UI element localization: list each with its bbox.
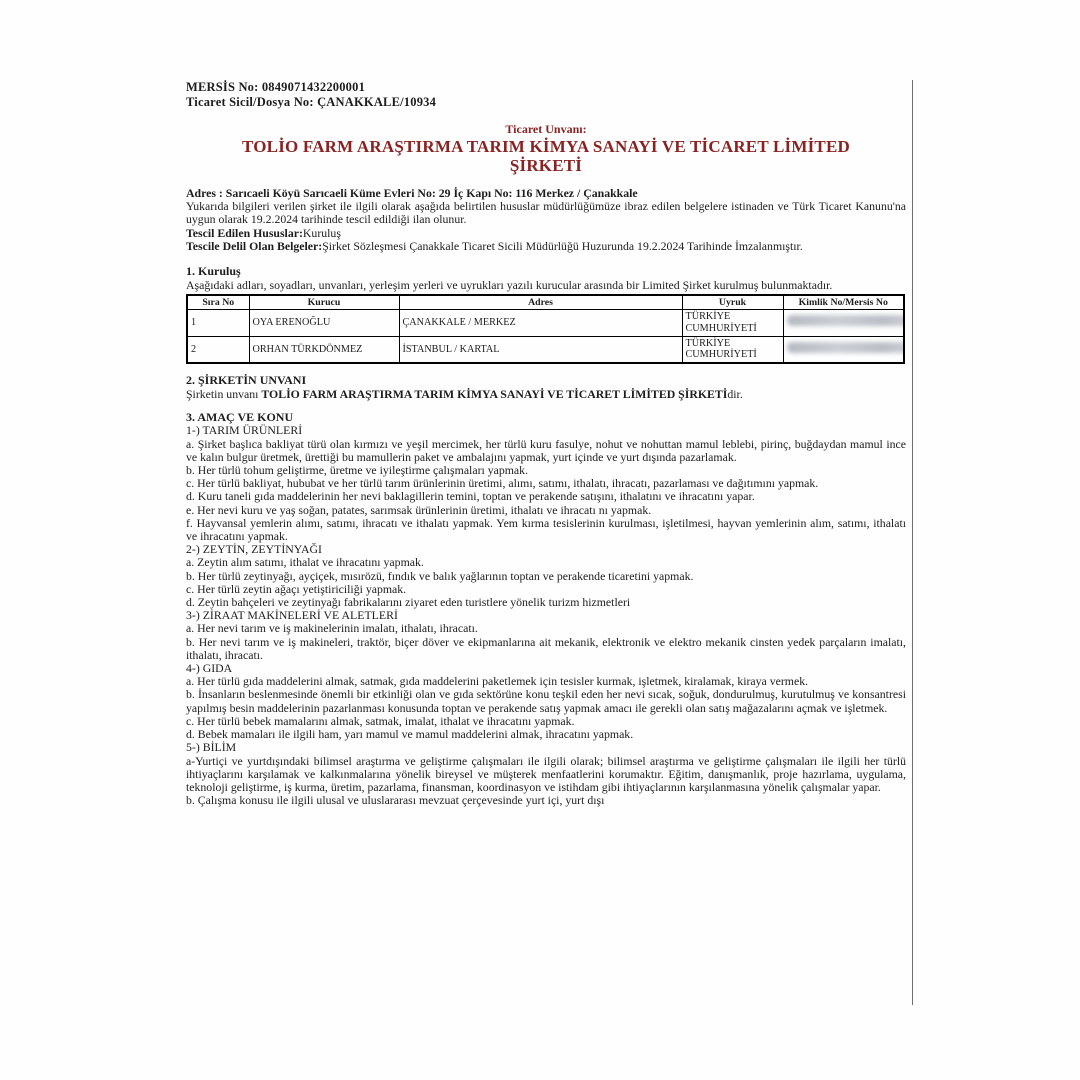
amac-item: c. Her türlü bakliyat, hububat ve her türlü tarım ürünlerinin üretimi, alımı, satımı, ithalatı, ihracatı, pazarlaması ve dağıtımını yapmak. [186,476,819,491]
amac-item: a. Şirket başlıca bakliyat türü olan kırmızı ve yeşil mercimek, her türlü kuru fasulye, nohut ve nohuttan mamul leblebi, pirinç, buğdaydan mamul ince ve kalın bulgur üretmek, ürettiği bu mamullerin paket ve ambalajını yapmak, yurt içinde ve yurt dışında pazarlamak. [186,436,906,464]
amac-item: c. Her türlü bebek mamalarını almak, satmak, imalat, ithalat ve ihracatını yapmak. [186,713,575,728]
table-header-sira-no: Sıra No [187,295,249,310]
founders-table-header-row [187,295,904,310]
unvan-section [186,374,906,401]
founder-address-cell: ÇANAKKALE / MERKEZ [399,309,682,336]
amac-item: 1-) TARIM ÜRÜNLERİ [186,423,303,438]
intro-block [186,187,906,253]
amac-item: c. Her türlü zeytin ağaçı yetiştiriciliği yapmak. [186,581,407,596]
redacted-id-blur [787,342,905,353]
kurulus-section [186,265,906,292]
amac-item: a-Yurtiçi ve yurtdışındaki bilimsel araştırma ve geliştirme çalışmaları ile ilgili olarak; bilimsel araştırma ve geliştirme çalışmaları ile ilgili her türlü ihtiyaçlarını karşılamak ve kalkınmalarına yönelik bireysel ve müşterek menfaatlerini korumaktır. Eğitim, danışmanlık, proje hazırlama, uygulama, teknoloji geliştirme, iş kurma, üretim, pazarlama, finansman, koordinasyon ve istihdam gibi ihtiyaçlarının karşılanmasına yönelik çalışmalar yapar. [186,753,906,794]
amac-item: b. İnsanların beslenmesinde önemli bir etkinliği olan ve gıda sektörüne konu teşkil eden her nevi sıcak, soğuk, dondurulmuş, kurutulmuş ve konsantresi yapılmış besin maddelerinin pazarlanması konusunda toptan ve perakende satış yapmak amacı ile gerekli olan satış mağazalarını açmak ve işletmek. [186,687,906,715]
registered-matters-label: Tescil Edilen Hususlar: [186,225,303,240]
amac-item: 4-) GIDA [186,661,233,676]
amac-item: b. Her nevi tarım ve iş makineleri, traktör, biçer döver ve ekipmanlarına ait mekanik, elektronik ve elektro mekanik cinsten yedek parçaların imalatı, ithalatı, ihracatı. [186,634,906,662]
founder-no-cell: 2 [187,336,249,363]
amac-item: e. Her nevi kuru ve yaş soğan, patates, sarımsak ürünlerinin üretimi, ithalatı ve ihracatı nı yapmak. [186,502,652,517]
amac-item: d. Bebek mamaları ile ilgili ham, yarı mamul ve mamul maddelerini almak, ihracatını yapmak. [186,727,634,742]
founder-nationality-cell: TÜRKİYE CUMHURİYETİ [682,309,783,336]
amac-item: a. Her türlü gıda maddelerini almak, satmak, gıda maddelerini paketlemek için tesisler kurmak, işletmek, kiralamak, kiraya vermek. [186,674,809,689]
trade-name-block [186,122,906,175]
document-content [186,80,906,1011]
redacted-id-blur [787,315,905,326]
amac-item: 3-) ZİRAAT MAKİNELERİ VE ALETLERİ [186,608,398,623]
founder-name-cell: OYA ERENOĞLU [249,309,399,336]
founders-intro-paragraph: Aşağıdaki adları, soyadları, unvanları, yerleşim yerleri ve uyrukları yazılı kurucular arasında bir Limited Şirket kurulmuş bulunmaktadır. [186,277,833,292]
founders-table [186,294,905,365]
amac-item: b. Her türlü zeytinyağı, ayçiçek, mısırözü, fındık ve balık yağlarının toptan ve perakende ticaretini yapmak. [186,568,694,583]
trade-name-title: TOLİO FARM ARAŞTIRMA TARIM KİMYA SANAYİ VE TİCARET LİMİTED ŞİRKETİ [242,137,850,175]
table-header-kurucu: Kurucu [249,295,399,310]
amac-item: b. Çalışma konusu ile ilgili ulusal ve uluslararası mevzuat çerçevesinde yurt içi, yurt dışı [186,793,605,808]
evidence-documents-value: Şirket Sözleşmesi Çanakkale Ticaret Sicili Müdürlüğü Huzurunda 19.2.2024 Tarihinde İmzalanmıştır. [322,238,803,253]
amac-item: a. Her nevi tarım ve iş makinelerinin imalatı, ithalatı, ihracatı. [186,621,478,636]
company-name-bold: TOLİO FARM ARAŞTIRMA TARIM KİMYA SANAYİ VE TİCARET LİMİTED ŞİRKETİ [261,386,728,401]
evidence-documents-label: Tescile Delil Olan Belgeler: [186,238,323,253]
amac-section [186,411,906,807]
amac-item: f. Hayvansal yemlerin alımı, satımı, ihracatı ve ithalatı yapmak. Yem kırma tesislerinin kurulması, işletilmesi, hayvan yemlerinin alım, satımı, ithalatı ve ihracatını yapmak. [186,515,906,544]
company-name-paragraph [186,388,906,401]
founder-id-cell [783,309,904,336]
registered-matters-value: Kuruluş [302,225,341,240]
founder-id-cell [783,336,904,363]
founder-name-cell: ORHAN TÜRKDÖNMEZ [249,336,399,363]
page-edge-line [912,80,913,1005]
section-heading-unvan: 2. ŞİRKETİN UNVANI [186,373,307,388]
mersis-number-line: MERSİS No: 0849071432200001 [186,80,366,94]
trade-name-label: Ticaret Unvanı: [505,122,587,136]
founder-row [187,336,904,363]
announcement-paragraph: Yukarıda bilgileri verilen şirket ile ilgili olarak aşağıda belirtilen hususlar müdürlüğümüze ibraz edilen belgelere istinaden ve Türk Ticaret Kanunu'na uygun olarak 19.2.2024 tarihinde tescil edildiği ilan olunur. [186,199,906,227]
table-header-adres: Adres [399,295,682,310]
table-header-uyruk: Uyruk [682,295,783,310]
amac-item: 2-) ZEYTİN, ZEYTİNYAĞI [186,542,322,557]
amac-item: b. Her türlü tohum geliştirme, üretme ve iyileştirme çalışmaları yapmak. [186,463,529,478]
section-heading-kurulus: 1. Kuruluş [186,264,241,279]
founder-nationality-cell: TÜRKİYE CUMHURİYETİ [682,336,783,363]
trade-registry-number-line: Ticaret Sicil/Dosya No: ÇANAKKALE/10934 [186,95,437,109]
amac-item: d. Kuru taneli gıda maddelerinin her nevi baklagillerin temini, toptan ve perakende satışını, ithalatını ve ihracatını yapar. [186,489,755,504]
evidence-documents-line [186,240,906,253]
founder-no-cell: 1 [187,309,249,336]
table-header-kimlik: Kimlik No/Mersis No [783,295,904,310]
amac-item: a. Zeytin alım satımı, ithalat ve ihracatını yapmak. [186,555,424,570]
amac-item: d. Zeytin bahçeleri ve zeytinyağı fabrikalarını ziyaret eden turistlere yönelik turizm hizmetleri [186,595,631,610]
founder-row [187,309,904,336]
amac-items [186,424,906,807]
company-name-suffix: dir. [727,386,743,401]
founder-address-cell: İSTANBUL / KARTAL [399,336,682,363]
amac-item: 5-) BİLİM [186,740,237,755]
address-paragraph: Adres : Sarıcaeli Köyü Sarıcaeli Küme Evleri No: 29 İç Kapı No: 116 Merkez / Çanakkale [186,186,638,200]
section-heading-amac: 3. AMAÇ VE KONU [186,409,294,424]
company-name-prefix: Şirketin unvanı [186,386,262,401]
